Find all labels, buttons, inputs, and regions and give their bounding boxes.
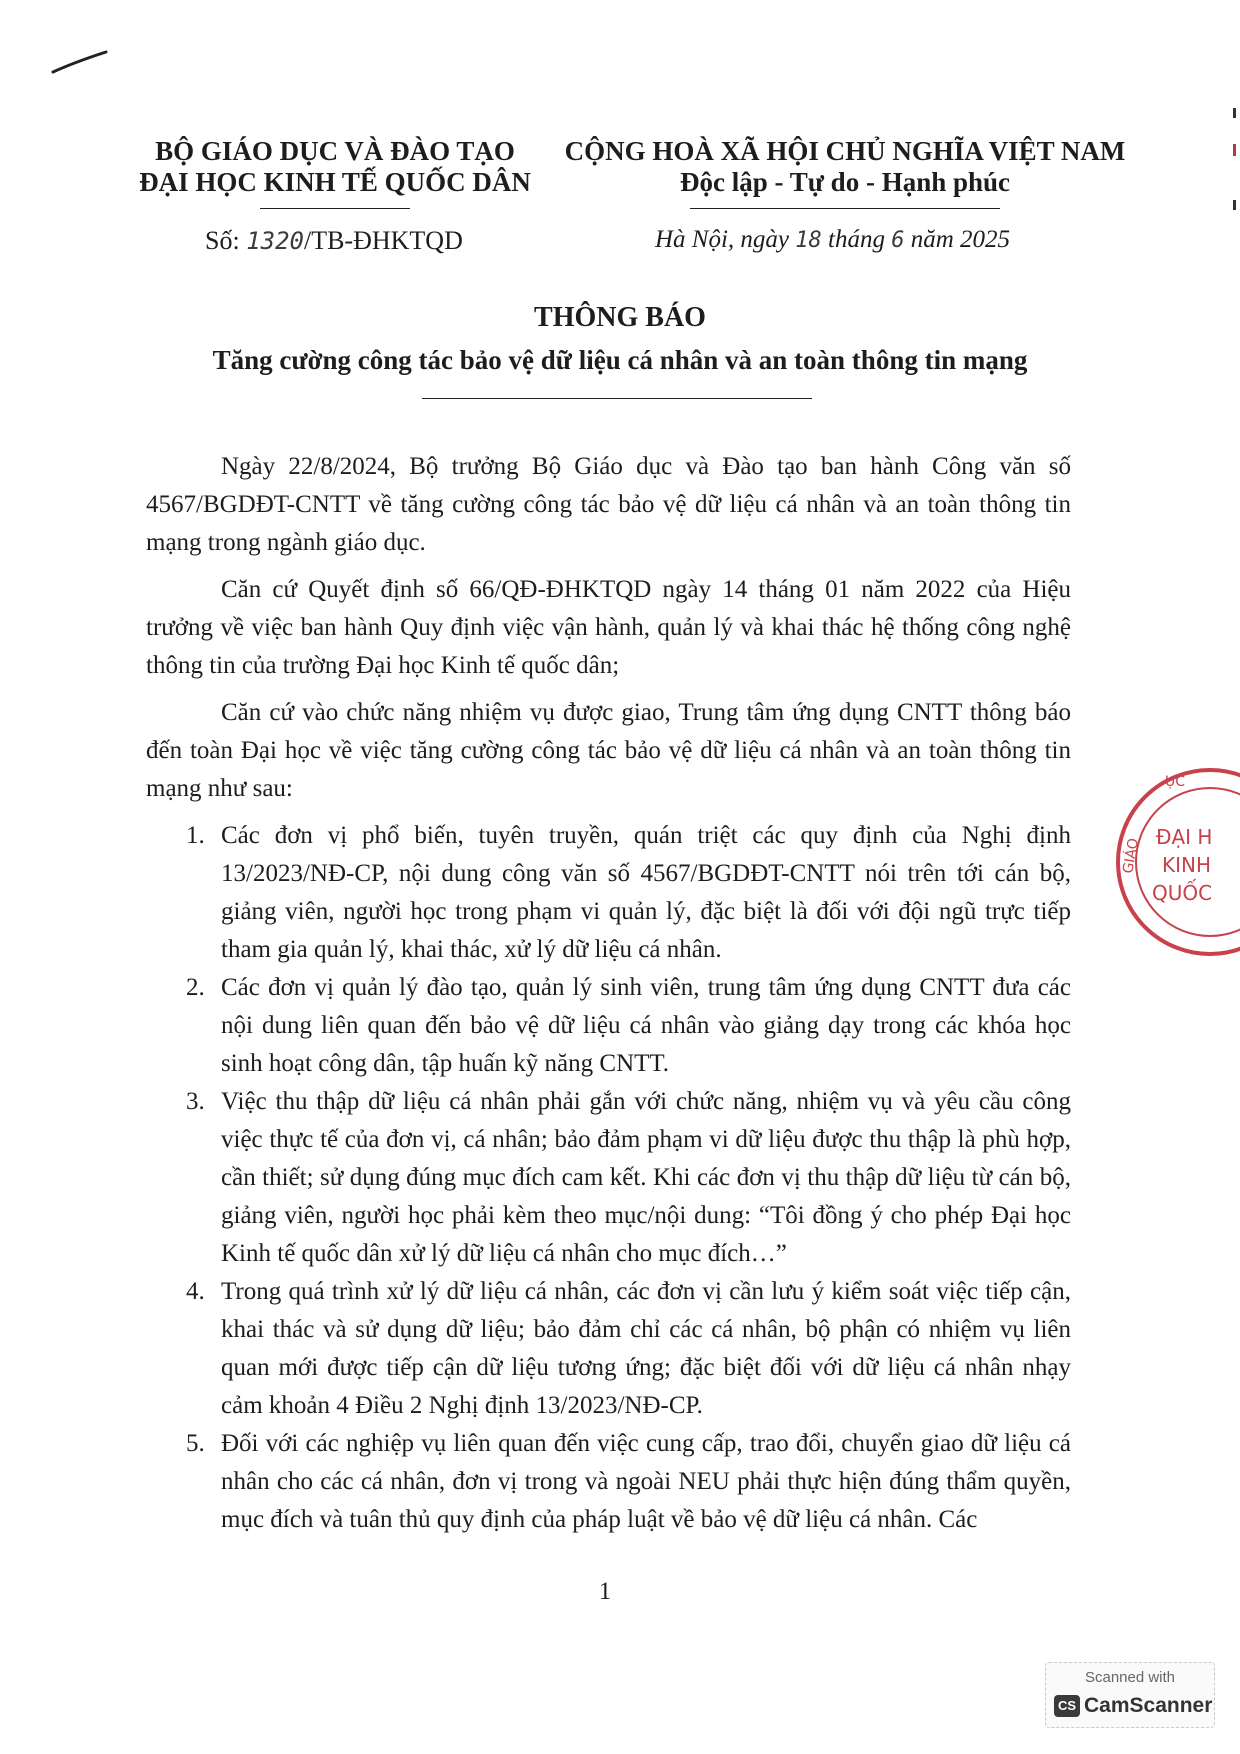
list-item-number: 3. — [186, 1088, 205, 1115]
date-part-1: Hà Nội, ngày — [655, 226, 796, 253]
scan-edge-specks — [1220, 100, 1240, 230]
issuer-block — [130, 136, 540, 209]
seal-line-3: QUỐC — [1152, 881, 1213, 905]
list-item — [146, 1083, 1071, 1273]
number-suffix: /TB-ĐHKTQD — [303, 226, 463, 255]
document-body — [146, 448, 1071, 1539]
document-type-title: THÔNG BÁO — [534, 302, 706, 333]
list-item-text: Các đơn vị quản lý đào tạo, quản lý sinh viên, trung tâm ứng dụng CNTT đưa các nội dung liên quan đến bảo vệ dữ liệu cá nhân vào giảng dạy trong các khóa học sinh hoạt công dân, tập huấn kỹ năng CNTT. — [221, 974, 1071, 1077]
list-item-number: 4. — [186, 1278, 205, 1305]
seal-line-2: KINH — [1162, 853, 1212, 877]
page-number: 1 — [598, 1578, 612, 1605]
camscanner-watermark — [1045, 1662, 1215, 1728]
seal-ring-left: GIÁO — [1120, 837, 1143, 875]
national-title-block — [560, 136, 1130, 209]
paragraph: Căn cứ vào chức năng nhiệm vụ được giao, Trung tâm ứng dụng CNTT thông báo đến toàn Đại học về việc tăng cường công tác bảo vệ dữ liệu cá nhân và an toàn thông tin mạng như sau: — [146, 699, 1071, 802]
seal-line-1: ĐẠI H — [1156, 825, 1213, 849]
pen-stroke-mark — [50, 48, 110, 78]
date-part-3: năm 2025 — [904, 226, 1011, 253]
handwritten-month: 6 — [891, 228, 905, 253]
seal-ring-top: ỤC — [1165, 774, 1186, 790]
list-item-number: 5. — [186, 1430, 205, 1457]
subject-underline — [422, 398, 812, 399]
ministry-name: BỘ GIÁO DỤC VÀ ĐÀO TẠO — [155, 136, 515, 166]
list-item — [146, 969, 1071, 1083]
document-number — [205, 226, 463, 256]
place-and-date — [655, 226, 1010, 254]
official-seal-stamp — [1110, 762, 1240, 962]
paragraph: Ngày 22/8/2024, Bộ trưởng Bộ Giáo dục và Đào tạo ban hành Công văn số 4567/BGDĐT-CNTT về tăng cường công tác bảo vệ dữ liệu cá nhân và an toàn thông tin mạng trong ngành giáo dục. — [146, 453, 1071, 556]
paragraph: Căn cứ Quyết định số 66/QĐ-ĐHKTQD ngày 14 tháng 01 năm 2022 của Hiệu trưởng về việc ban hành Quy định việc vận hành, quản lý và khai thác hệ thống công nghệ thông tin của trường Đại học Kinh tế quốc dân; — [146, 576, 1071, 679]
number-prefix: Số: — [205, 226, 247, 255]
list-item-number: 2. — [186, 974, 205, 1001]
watermark-caption: Scanned with — [1084, 1669, 1176, 1686]
university-name: ĐẠI HỌC KINH TẾ QUỐC DÂN — [139, 167, 531, 197]
list-item-number: 1. — [186, 822, 205, 849]
country-name: CỘNG HOÀ XÃ HỘI CHỦ NGHĨA VIỆT NAM — [564, 136, 1126, 166]
handwritten-number: 1320 — [246, 227, 304, 255]
list-item-text: Việc thu thập dữ liệu cá nhân phải gắn với chức năng, nhiệm vụ và yêu cầu công việc thực tế của đơn vị, cá nhân; bảo đảm phạm vi dữ liệu được thu thập là phù hợp, cần thiết; sử dụng đúng mục đích cam kết. Khi các đơn vị thu thập dữ liệu từ cán bộ, giảng viên, người học phải kèm theo mục/nội dung: “Tôi đồng ý cho phép Đại học Kinh tế quốc dân xử lý dữ liệu cá nhân cho mục đích…” — [221, 1088, 1071, 1267]
list-item-text: Các đơn vị phổ biến, tuyên truyền, quán triệt các quy định của Nghị định 13/2023/NĐ-CP, nội dung công văn số 4567/BGDĐT-CNTT nói trên tới cán bộ, giảng viên, người học trong phạm vi quản lý, đặc biệt là đối với đội ngũ trực tiếp tham gia quản lý, khai thác, xử lý dữ liệu cá nhân. — [221, 822, 1071, 963]
camscanner-logo-icon: CS — [1054, 1695, 1080, 1717]
date-part-2: tháng — [821, 226, 892, 253]
list-item-text: Đối với các nghiệp vụ liên quan đến việc cung cấp, trao đổi, chuyển giao dữ liệu cá nhân cho các cá nhân, đơn vị trong và ngoài NEU phải thực hiện đúng thẩm quyền, mục đích và tuân thủ quy định của pháp luật về bảo vệ dữ liệu cá nhân. Các — [221, 1430, 1071, 1533]
list-item — [146, 1425, 1071, 1539]
list-item — [146, 817, 1071, 969]
document-subject: Tăng cường công tác bảo vệ dữ liệu cá nhân và an toàn thông tin mạng — [212, 345, 1028, 375]
national-motto: Độc lập - Tự do - Hạnh phúc — [679, 167, 1011, 197]
motto-underline — [690, 208, 1000, 209]
list-item — [146, 1273, 1071, 1425]
watermark-brand: CamScanner — [1084, 1694, 1213, 1717]
handwritten-day: 18 — [795, 228, 822, 253]
list-item-text: Trong quá trình xử lý dữ liệu cá nhân, các đơn vị cần lưu ý kiểm soát việc tiếp cận, khai thác và sử dụng dữ liệu; bảo đảm chỉ các cá nhân, bộ phận có nhiệm vụ liên quan mới được tiếp cận dữ liệu tương ứng; đặc biệt đối với dữ liệu cá nhân nhạy cảm khoản 4 Điều 2 Nghị định 13/2023/NĐ-CP. — [221, 1278, 1071, 1419]
issuer-underline — [260, 208, 410, 209]
